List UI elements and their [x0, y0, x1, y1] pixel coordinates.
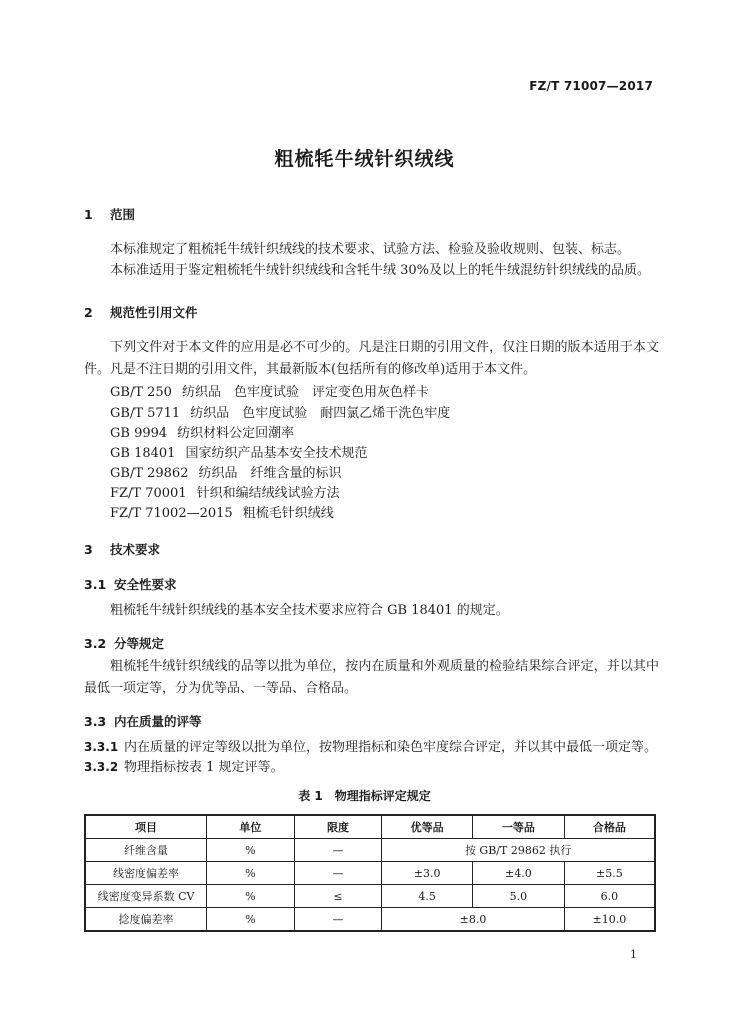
table-cell: 纤维含量: [85, 839, 207, 862]
clause-text: 物理指标按表 1 规定评等。: [124, 760, 284, 775]
reference-code: GB 9994: [110, 426, 168, 441]
table-cell: %: [207, 885, 295, 908]
section-3-3-heading: [84, 712, 202, 730]
reference-item: [110, 402, 450, 421]
reference-title: 纺织材料公定回潮率: [177, 426, 295, 441]
section-3-heading: [84, 540, 160, 558]
header-cell: 优等品: [382, 815, 473, 839]
reference-title: 国家纺织产品基本安全技术规范: [185, 446, 368, 461]
reference-code: FZ/T 70001: [110, 486, 187, 501]
clause-number: 3.3.2: [84, 760, 119, 774]
table-cell: %: [207, 908, 295, 932]
clause-number: 3.3.1: [84, 740, 119, 754]
reference-item: [110, 442, 367, 461]
reference-title: 粗梳毛针织绒线: [242, 506, 334, 521]
reference-title: 针织和编结绒线试验方法: [196, 486, 340, 501]
grading-rule-text: 粗梳牦牛绒针织绒线的品等以批为单位，按内在质量和外观质量的检验结果综合评定，并以其中最低一项定等，分为优等品、一等品、合格品。: [84, 659, 659, 696]
table-cell: 按 GB/T 29862 执行: [382, 839, 655, 862]
document-title: 粗梳牦牛绒针织绒线: [274, 148, 455, 170]
table-cell: %: [207, 862, 295, 885]
clause-text: 内在质量的评定等级以批为单位，按物理指标和染色牢度综合评定，并以其中最低一项定等。: [124, 740, 658, 755]
section-number: 3: [84, 542, 93, 557]
table-cell: —: [294, 862, 382, 885]
table-cell: ≤: [294, 885, 382, 908]
references-intro: 下列文件对于本文件的应用是必不可少的。凡是注日期的引用文件，仅注日期的版本适用于本文件。凡是不注日期的引用文件，其最新版本(包括所有的修改单)适用于本文件。: [84, 340, 659, 377]
header-cell: 限度: [294, 815, 382, 839]
section-1-heading: [84, 205, 135, 223]
table-row: [85, 862, 655, 885]
reference-title: 纺织品 纤维含量的标识: [198, 466, 342, 481]
table-cell: %: [207, 839, 295, 862]
table-header-row: [85, 815, 655, 839]
table-cell: —: [294, 908, 382, 932]
reference-item: [110, 462, 342, 481]
reference-item: [110, 422, 294, 441]
reference-item: [110, 381, 429, 400]
header-cell: 单位: [207, 815, 295, 839]
section-title: 技术要求: [110, 542, 161, 557]
scope-line-1: 本标准规定了粗梳牦牛绒针织绒线的技术要求、试验方法、检验及验收规则、包装、标志。: [110, 242, 631, 257]
section-title: 规范性引用文件: [110, 305, 198, 320]
table-cell: 线密度偏差率: [85, 862, 207, 885]
scope-line-2: 本标准适用于鉴定粗梳牦牛绒针织绒线和含牦牛绒 30%及以上的牦牛绒混纺针织绒线的品质。: [110, 263, 651, 278]
reference-item: [110, 502, 334, 521]
safety-requirement-text: 粗梳牦牛绒针织绒线的基本安全技术要求应符合 GB 18401 的规定。: [110, 603, 509, 618]
section-number: 3.3: [84, 714, 107, 729]
table-cell: ±8.0: [382, 908, 564, 932]
clause-3-3-1: [84, 737, 657, 758]
table-cell: 线密度变异系数 CV: [85, 885, 207, 908]
section-number: 3.1: [84, 577, 107, 592]
table-caption: 表 1 物理指标评定规定: [298, 789, 431, 803]
reference-code: FZ/T 71002—2015: [110, 506, 233, 521]
reference-title: 纺织品 色牢度试验 评定变色用灰色样卡: [181, 385, 429, 400]
header-cell: 项目: [85, 815, 207, 839]
header-cell: 合格品: [564, 815, 655, 839]
table-row: [85, 839, 655, 862]
table-row: [85, 885, 655, 908]
header-cell: 一等品: [473, 815, 565, 839]
section-3-1-heading: [84, 575, 177, 593]
section-title: 范围: [110, 207, 136, 222]
section-title: 安全性要求: [114, 577, 177, 592]
page-number: 1: [630, 948, 637, 961]
section-2-heading: [84, 303, 198, 321]
table-cell: 4.5: [382, 885, 473, 908]
section-number: 3.2: [84, 636, 107, 651]
standard-number: FZ/T 71007—2017: [529, 79, 653, 93]
section-3-2-heading: [84, 634, 164, 652]
physical-index-table: [84, 814, 656, 932]
table-row: [85, 908, 655, 932]
section-title: 分等规定: [114, 636, 165, 651]
reference-code: GB/T 29862: [110, 466, 189, 481]
section-number: 1: [84, 207, 93, 222]
reference-code: GB/T 5711: [110, 406, 181, 421]
table-cell: ±3.0: [382, 862, 473, 885]
table-cell: 6.0: [564, 885, 655, 908]
reference-title: 纺织品 色牢度试验 耐四氯乙烯干洗色牢度: [190, 406, 451, 421]
table-cell: 5.0: [473, 885, 565, 908]
table-cell: ±10.0: [564, 908, 655, 932]
clause-3-3-2: [84, 757, 284, 778]
section-title: 内在质量的评等: [114, 714, 202, 729]
reference-code: GB 18401: [110, 446, 176, 461]
reference-code: GB/T 250: [110, 385, 172, 400]
reference-item: [110, 482, 340, 501]
table-cell: ±5.5: [564, 862, 655, 885]
section-number: 2: [84, 305, 93, 320]
table-cell: —: [294, 839, 382, 862]
table-cell: ±4.0: [473, 862, 565, 885]
table-cell: 捻度偏差率: [85, 908, 207, 932]
